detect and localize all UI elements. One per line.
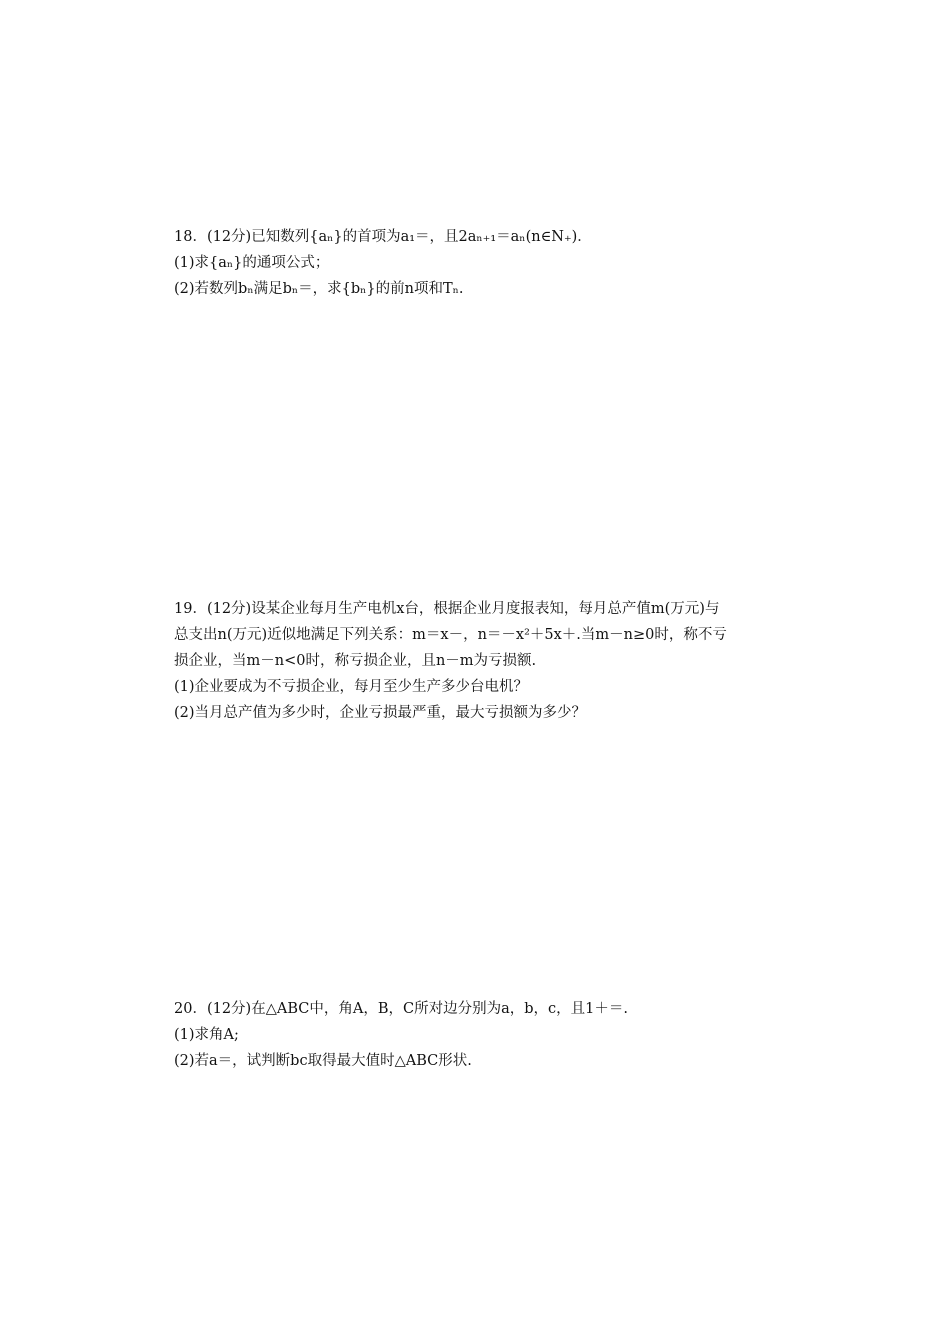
problem-20-statement: 20．(12分)在△ABC中，角A，B，C所对边分别为a，b，c，且1＋＝. [174,1001,628,1017]
problem-18-statement: 18．(12分)已知数列{aₙ}的首项为a₁＝，且2aₙ₊₁＝aₙ(n∈N₊)． [174,229,592,245]
problem-19-part-1: (1)企业要成为不亏损企业，每月至少生产多少台电机？ [174,679,529,695]
problem-20-part-1: (1)求角A; [174,1027,239,1043]
problem-19-statement-line-2: 总支出n(万元)近似地满足下列关系：m＝x－，n＝－x²＋5x＋.当m－n≥0时，称不亏 [174,627,727,643]
problem-19 [174,596,794,726]
problem-20 [174,996,794,1074]
problem-19-statement-line-1: 19．(12分)设某企业每月生产电机x台，根据企业月度报表知，每月总产值m(万元)与 [174,601,720,617]
problem-19-statement-line-3: 损企业，当m－n<0时，称亏损企业，且n－m为亏损额. [174,653,537,669]
problem-18-part-2: (2)若数列bₙ满足bₙ＝，求{bₙ}的前n项和Tₙ. [174,281,464,297]
problem-20-part-2: (2)若a＝，试判断bc取得最大值时△ABC形状. [174,1053,472,1069]
problem-18-part-1: (1)求{aₙ}的通项公式； [174,255,330,271]
problem-19-part-2: (2)当月总产值为多少时，企业亏损最严重，最大亏损额为多少？ [174,705,587,721]
problem-18 [174,224,794,302]
